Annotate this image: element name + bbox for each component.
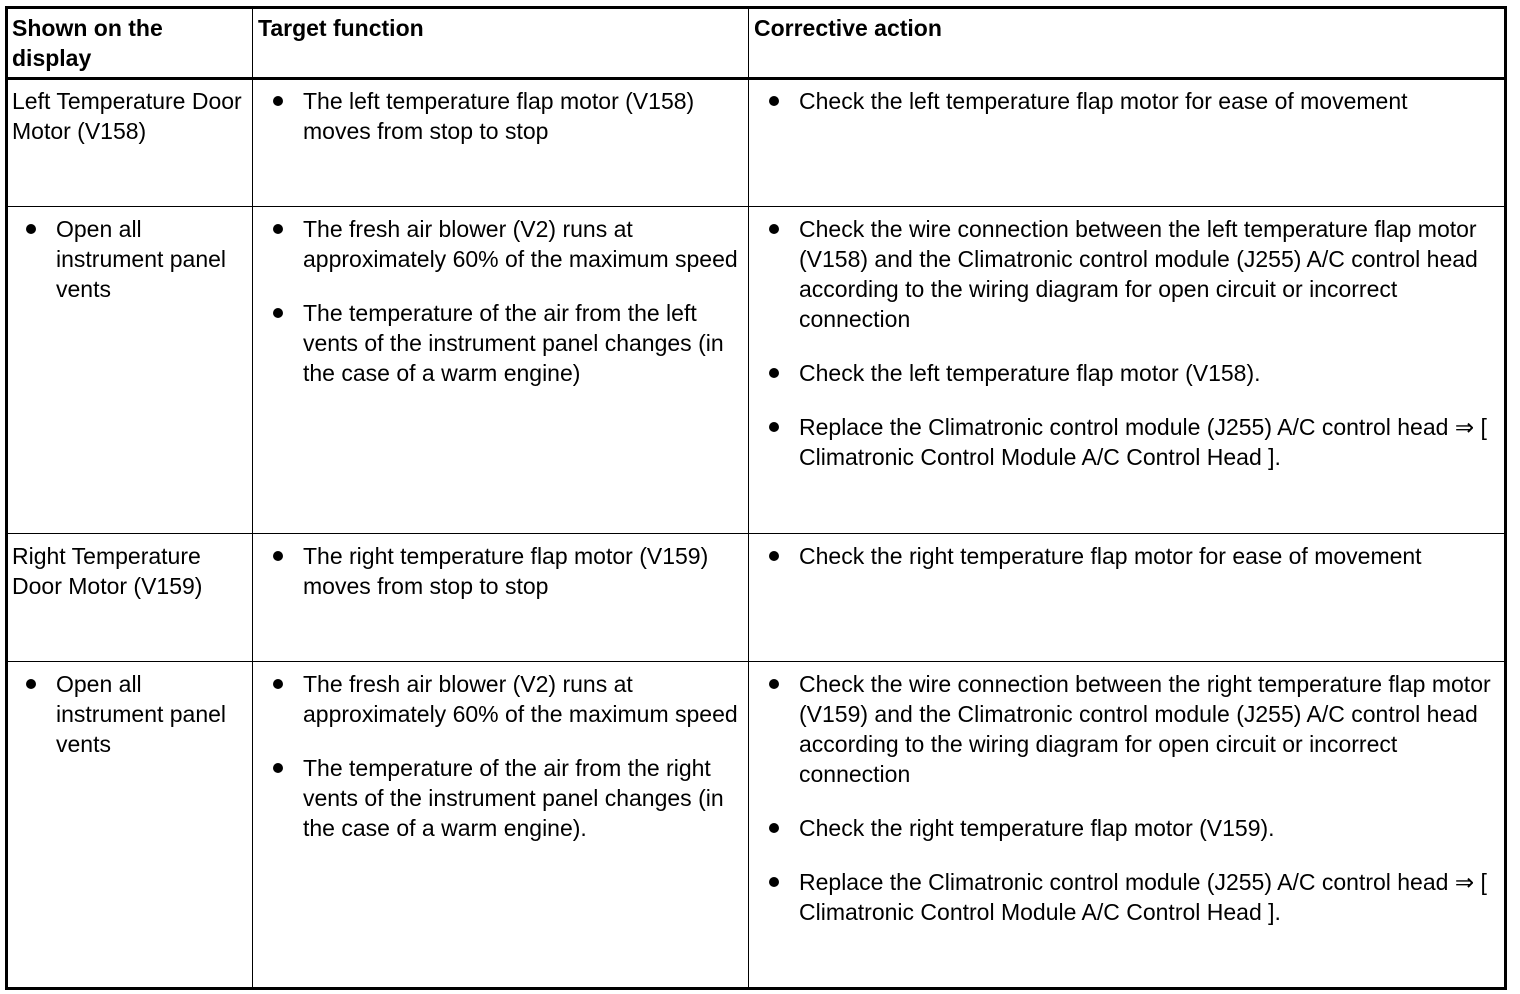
- bullet-icon: [769, 96, 779, 106]
- list-item-text: Replace the Climatronic control module (J255) A/C control head ⇒ [ Climatronic Control Module A/C Control Head ].: [799, 869, 1487, 925]
- bullet-icon: [273, 224, 283, 234]
- list-item-text: Open all instrument panel vents: [56, 671, 227, 757]
- list-item-text: Check the wire connection between the right temperature flap motor (V159) and the Climatronic control module (J255) A/C control head according to the wiring diagram for open circuit or incorrect connection: [799, 671, 1491, 787]
- row-divider: [8, 533, 1504, 534]
- corrective-cell: [749, 541, 1505, 571]
- target-cell: [253, 214, 745, 388]
- list-item: [749, 867, 1505, 927]
- list-item: [749, 214, 1505, 334]
- list-item: [749, 541, 1505, 571]
- list-item-text: The temperature of the air from the right vents of the instrument panel changes (in the case of a warm engine).: [303, 755, 724, 841]
- data-table: [5, 6, 1507, 990]
- list-item: [253, 753, 745, 843]
- bullet-icon: [273, 551, 283, 561]
- list-item: [749, 412, 1505, 472]
- bullet-icon: [273, 763, 283, 773]
- corrective-cell: [749, 669, 1505, 927]
- target-cell: [253, 669, 745, 843]
- corrective-cell: [749, 214, 1505, 472]
- list-item-text: Check the right temperature flap motor for ease of movement: [799, 543, 1422, 569]
- bullet-icon: [769, 877, 779, 887]
- bullet-icon: [26, 679, 36, 689]
- corrective-cell: [749, 86, 1505, 116]
- row-divider: [8, 206, 1504, 207]
- bullet-icon: [769, 823, 779, 833]
- bullet-icon: [769, 551, 779, 561]
- list-item-text: Check the left temperature flap motor for ease of movement: [799, 88, 1408, 114]
- list-item-text: Open all instrument panel vents: [56, 216, 227, 302]
- bullet-icon: [273, 308, 283, 318]
- list-item: [749, 669, 1505, 789]
- shown-cell: [6, 669, 250, 759]
- list-item: [749, 813, 1505, 843]
- list-item-text: Check the right temperature flap motor (V159).: [799, 815, 1275, 841]
- header-corrective-action: Corrective action: [754, 15, 942, 41]
- list-item: [253, 214, 745, 274]
- bullet-icon: [273, 96, 283, 106]
- list-item-text: The fresh air blower (V2) runs at approximately 60% of the maximum speed: [303, 671, 738, 727]
- bullet-icon: [769, 368, 779, 378]
- target-cell: [253, 86, 745, 146]
- header-target-function: Target function: [258, 15, 424, 41]
- list-item-text: The right temperature flap motor (V159) moves from stop to stop: [303, 543, 709, 599]
- list-item-text: Replace the Climatronic control module (J255) A/C control head ⇒ [ Climatronic Control Module A/C Control Head ].: [799, 414, 1487, 470]
- shown-cell: Right Temperature Door Motor (V159): [12, 543, 203, 599]
- list-item-text: Check the wire connection between the left temperature flap motor (V158) and the Climatronic control module (J255) A/C control head according to the wiring diagram for open circuit or incorrect connection: [799, 216, 1478, 332]
- bullet-icon: [273, 679, 283, 689]
- bullet-icon: [769, 224, 779, 234]
- row-divider: [8, 661, 1504, 662]
- list-item: [253, 541, 745, 601]
- list-item-text: The temperature of the air from the left vents of the instrument panel changes (in the case of a warm engine): [303, 300, 724, 386]
- shown-cell: [6, 214, 250, 304]
- list-item-text: The fresh air blower (V2) runs at approximately 60% of the maximum speed: [303, 216, 738, 272]
- list-item: [253, 669, 745, 729]
- list-item: [253, 86, 745, 146]
- target-cell: [253, 541, 745, 601]
- list-item: [749, 358, 1505, 388]
- bullet-icon: [769, 422, 779, 432]
- list-item: [6, 214, 250, 304]
- shown-cell: Left Temperature Door Motor (V158): [12, 88, 242, 144]
- list-item-text: Check the left temperature flap motor (V158).: [799, 360, 1261, 386]
- list-item: [6, 669, 250, 759]
- list-item-text: The left temperature flap motor (V158) moves from stop to stop: [303, 88, 695, 144]
- header-shown-on-display: Shown on the display: [12, 15, 163, 71]
- list-item: [253, 298, 745, 388]
- header-divider: [8, 77, 1504, 80]
- bullet-icon: [769, 679, 779, 689]
- bullet-icon: [26, 224, 36, 234]
- list-item: [749, 86, 1505, 116]
